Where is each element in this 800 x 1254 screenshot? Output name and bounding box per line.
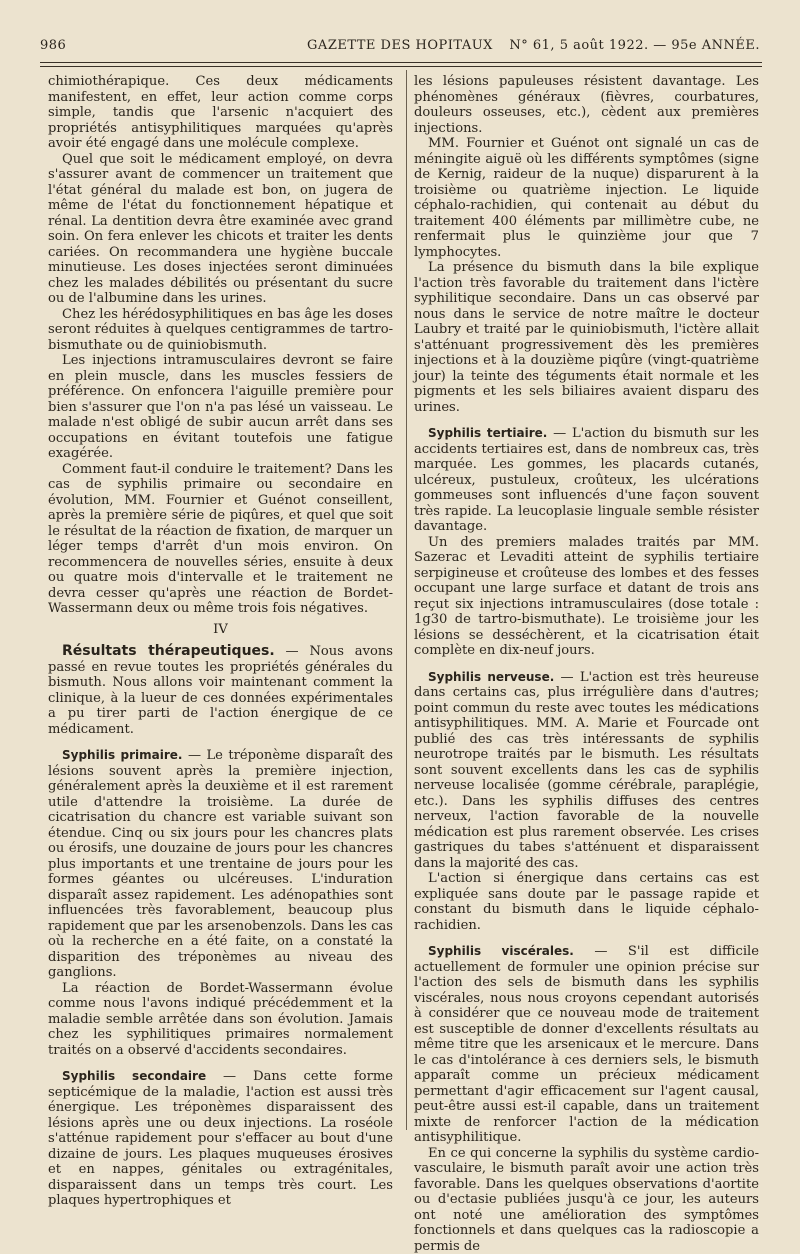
section-number: IV (48, 622, 393, 638)
paragraph: Comment faut-il conduire le traitement? Dans les cas de syphilis primaire ou secondaire en évolution, MM. Fournier et Guénot conseillent, après la première série de piqûres, et quel que soit le résultat de la réaction de fixation, de marquer un léger temps d'arrêt d'un mois environ. On recommencera de nouvelles séries, ensuite à deux ou quatre mois d'intervalle et le traitement ne devra cesser qu'après une réaction de Bordet-Wassermann deux ou même trois fois négatives. (48, 462, 393, 617)
section-heading: Syphilis tertiaire. (428, 426, 547, 440)
section-heading: Syphilis primaire. (62, 748, 183, 762)
paragraph: Un des premiers malades traités par MM. Sazerac et Levaditi atteint de syphilis tertiaire serpigineuse et croûteuse des lombes et des fesses occupant une large surface et datant de trois ans reçut six injections intramusculaires (dose totale : 1g30 de tartro-bismuthate). Le troisième jour les lésions se desséchèrent, et la cicatrisation était complète en dix-neuf jours. (414, 535, 759, 659)
left-column (48, 74, 393, 1209)
paragraph: Les injections intramusculaires devront se faire en plein muscle, dans les muscles fessiers de préférence. On enfoncera l'aiguille première pour bien s'assurer que l'on n'a pas lésé un vaisseau. Le malade n'est obligé de subir aucun arrêt dans ses occupations en évitant toutefois une fatigue exagérée. (48, 353, 393, 462)
page-header (40, 36, 760, 58)
paragraph: Chez les hérédosyphilitiques en bas âge les doses seront réduites à quelques centigrammes de tartro-bismuthate ou de quiniobismuth. (48, 307, 393, 354)
paragraph: Quel que soit le médicament employé, on devra s'assurer avant de commencer un traitement que l'état général du malade est bon, on jugera de même de l'état du fonctionnement hépatique et rénal. La dentition devra être examinée avec grand soin. On fera enlever les chicots et traiter les dents cariées. On recommandera une hygiène buccale minutieuse. Les doses injectées seront diminuées chez les malades débilités ou présentant du sucre ou de l'albumine dans les urines. (48, 152, 393, 307)
paragraph: les lésions papuleuses résistent davantage. Les phénomènes généraux (fièvres, courbatures, douleurs osseuses, etc.), cèdent aux premières injections. (414, 74, 759, 136)
paragraph: La présence du bismuth dans la bile explique l'action très favorable du traitement dans l'ictère syphilitique secondaire. Dans un cas observé par nous dans le service de notre maître le docteur Laubry et traité par le quiniobismuth, l'ictère allait s'atténuant progressivement dès les premières injections et à la douzième piqûre (vingt-quatrième jour) la teinte des téguments était normale et les pigments et les sels biliaires avaient disparu des urines. (414, 260, 759, 415)
paragraph: La réaction de Bordet-Wassermann évolue comme nous l'avons indiqué précédemment et la maladie semble arrêtée dans son évolution. Jamais chez les syphilitiques primaires normalement traités on a observé d'accidents secondaires. (48, 981, 393, 1059)
section-paragraph (48, 1069, 393, 1209)
paragraph: En ce qui concerne la syphilis du système cardio-vasculaire, le bismuth paraît avoir une action très favorable. Dans les quelques observations d'aortite ou d'ectasie publiées jusqu'à ce jour, les auteurs ont noté une amélioration des symptômes fonctionnels et dans quelques cas la radioscopie a permis de (414, 1146, 759, 1254)
section-heading: Syphilis secondaire (62, 1069, 206, 1083)
paragraph: L'action si énergique dans certains cas est expliquée sans doute par le passage rapide et constant du bismuth dans le liquide céphalo-rachidien. (414, 871, 759, 933)
section-text: — Dans cette forme septicémique de la maladie, l'action est aussi très énergique. Les tréponèmes disparaissent des lésions après une ou deux injections. La roséole s'atténue rapidement pour s'effacer au bout d'une dizaine de jours. Les plaques muqueuses érosives et en nappes, génitales ou extragénitales, disparaissent dans un temps très court. Les plaques hypertrophiques et (48, 1069, 393, 1208)
section-paragraph (414, 670, 759, 872)
right-column (414, 74, 759, 1254)
section-paragraph (414, 944, 759, 1146)
section-paragraph (414, 426, 759, 535)
section-text: — S'il est difficile actuellement de formuler une opinion précise sur l'action des sels de bismuth dans les syphilis viscérales, nous nous croyons cependant autorisés à considérer que ce nouveau mode de traitement est susceptible de donner d'excellents résultats au même titre que les arsenicaux et le mercure. Dans le cas d'intolérance à ces derniers sels, le bismuth apparaît comme un précieux médicament permettant d'agir efficacement sur l'agent causal, peut-être aussi est-il capable, dans un traitement mixte de renforcer l'action de la médication antisyphilitique. (414, 944, 759, 1145)
section-text: — Le tréponème disparaît des lésions souvent après la première injection, généralement après la deuxième et il est rarement utile d'attendre la troisième. La durée de cicatrisation du chancre est variable suivant son étendue. Cinq ou six jours pour les chancres plats ou érosifs, une douzaine de jours pour les chancres plus importants et une trentaine de jours pour les formes géantes ou ulcéreuses. L'induration disparaît assez rapidement. Les adénopathies sont influencées très favorablement, beaucoup plus rapidement que par les arsenobenzols. Dans les cas où la recherche en a été faite, on a constaté la disparition des tréponèmes au niveau des ganglions. (48, 748, 393, 980)
section-heading: Syphilis nerveuse. (428, 670, 554, 684)
section-paragraph (48, 748, 393, 981)
paragraph: MM. Fournier et Guénot ont signalé un cas de méningite aiguë où les différents symptômes (signe de Kernig, raideur de la nuque) disparurent à la troisième ou quatrième injection. Le liquide céphalo-rachidien, qui contenait au début du traitement 400 éléments par millimètre cube, ne renfermait plus le quinzième jour que 7 lymphocytes. (414, 136, 759, 260)
header-rule (40, 62, 762, 63)
column-divider (406, 70, 407, 1130)
journal-title: GAZETTE DES HOPITAUX (40, 38, 760, 53)
section-heading: Résultats thérapeutiques. (62, 643, 275, 659)
section-heading: Syphilis viscérales. (428, 944, 574, 958)
page-number: 986 (40, 38, 66, 53)
header-rule-thin (40, 66, 762, 67)
section-text: — L'action est très heureuse dans certains cas, plus irrégulière dans d'autres; point commun du reste avec toutes les médications antisyphilitiques. MM. A. Marie et Fourcade ont publié des cas très intéressants de syphilis neurotrope traités par le bismuth. Les résultats sont souvent excellents dans les cas de syphilis nerveuse localisée (gomme cérébrale, paraplégie, etc.). Dans les syphilis diffuses des centres nerveux, l'action favorable de la nouvelle médication est plus rarement observée. Les crises gastriques du tabes s'atténuent et disparaissent dans la majorité des cas. (414, 670, 759, 871)
section-text: — L'action du bismuth sur les accidents tertiaires est, dans de nombreux cas, très marquée. Les gommes, les placards cutanés, ulcéreux, pustuleux, croûteux, les ulcérations gommeuses sont influencés d'une façon souvent très rapide. La leucoplasie linguale semble résister davantage. (414, 426, 759, 534)
section-text: — Nous avons passé en revue toutes les propriétés générales du bismuth. Nous allons voir maintenant comment la clinique, à la lueur de ces données expérimentales a pu tirer parti de l'action énergique de ce médicament. (48, 644, 393, 737)
paragraph: chimiothérapique. Ces deux médicaments manifestent, en effet, leur action comme corps simple, tandis que l'arsenic n'acquiert des propriétés antisyphilitiques marquées qu'après avoir été engagé dans une molécule complexe. (48, 74, 393, 152)
section-paragraph (48, 644, 393, 737)
issue-info: N° 61, 5 août 1922. — 95e ANNÉE. (509, 38, 760, 53)
